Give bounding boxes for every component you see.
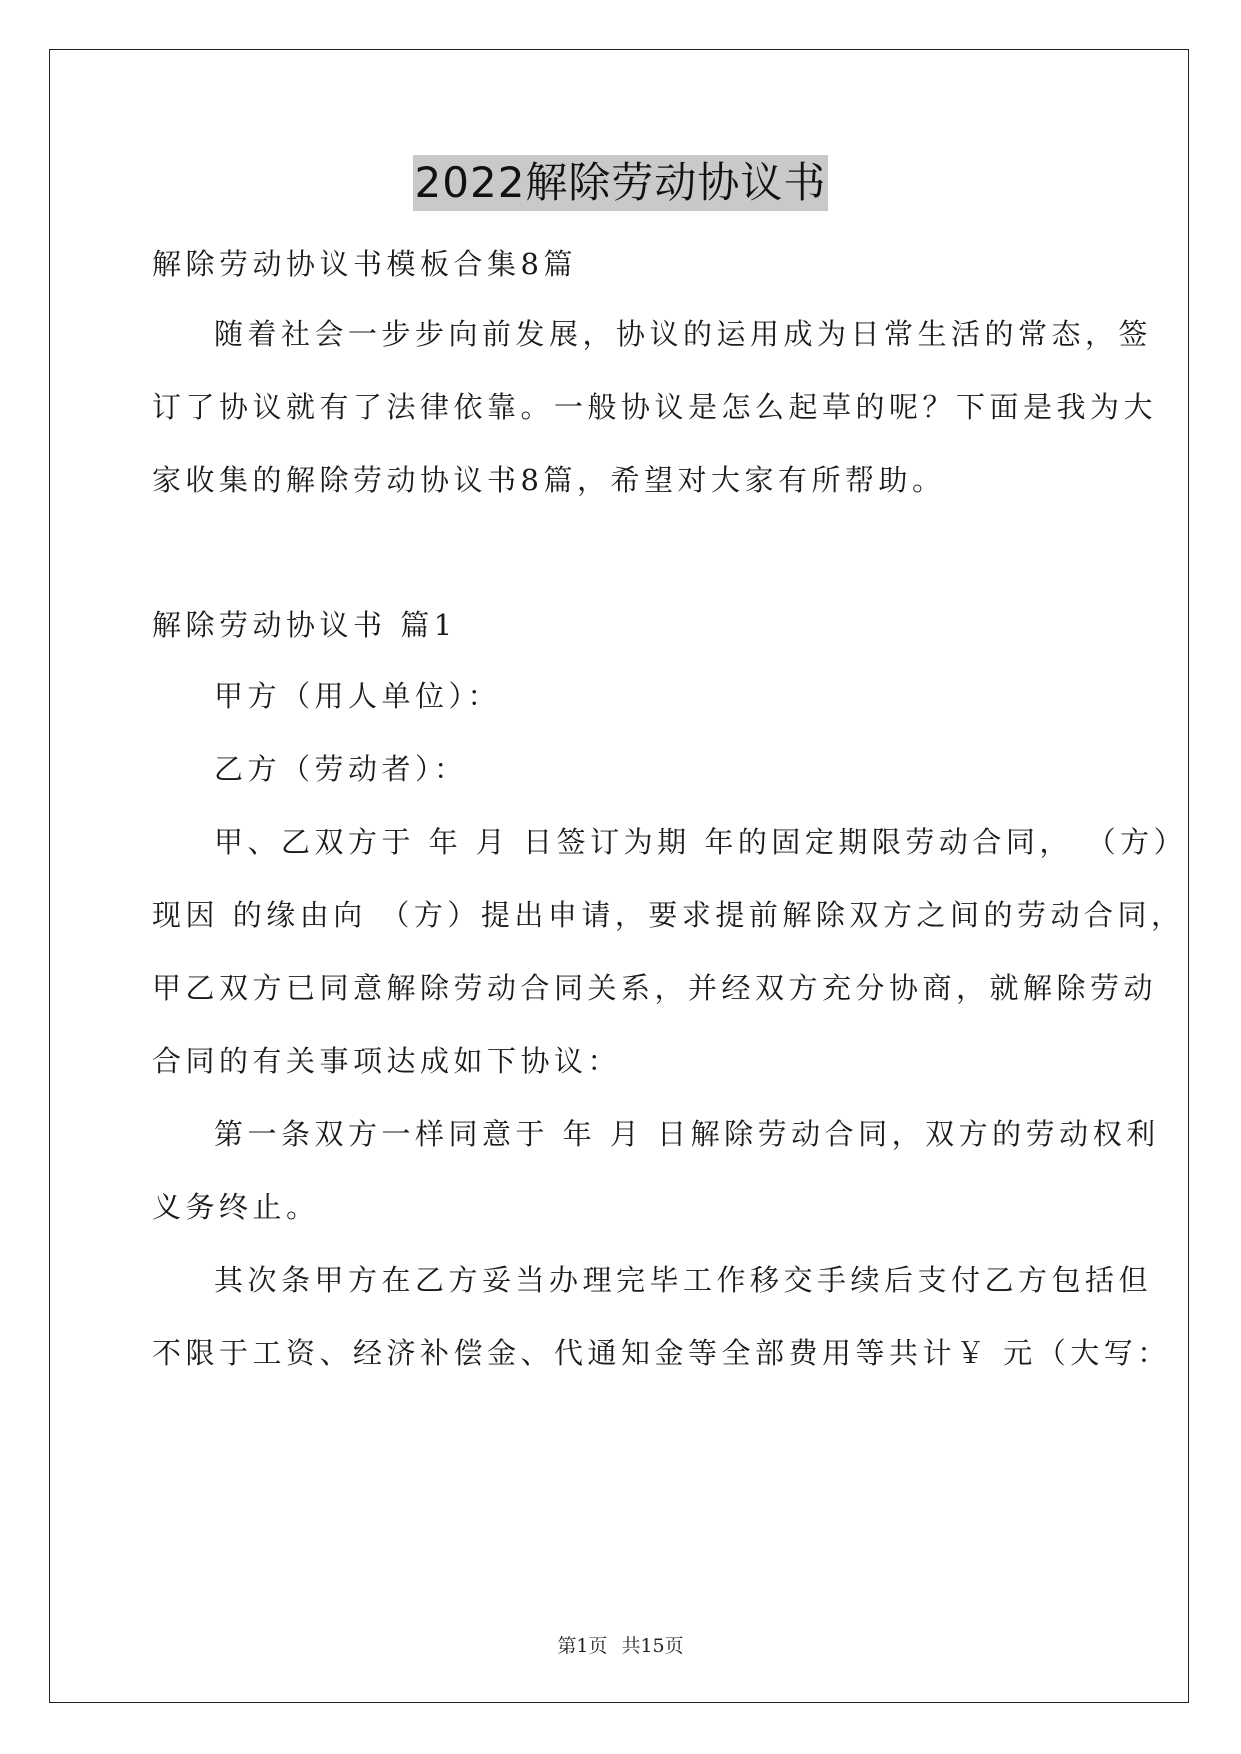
subtitle-line: 解除劳动协议书模板合集8篇 <box>152 247 577 281</box>
body-line-3: 甲乙双方已同意解除劳动合同关系，并经双方充分协商，就解除劳动 <box>152 971 1158 1005</box>
article-1-line-2: 义务终止。 <box>152 1190 320 1224</box>
intro-line-3: 家收集的解除劳动协议书8篇，希望对大家有所帮助。 <box>152 463 946 497</box>
article-1-line-1: 第一条双方一样同意于 年 月 日解除劳动合同，双方的劳动权利 <box>214 1117 1160 1151</box>
page-border <box>49 49 1189 1703</box>
page-number: 第1页 <box>557 1635 608 1657</box>
intro-line-1: 随着社会一步步向前发展，协议的运用成为日常生活的常态，签 <box>214 317 1153 351</box>
party-b-line: 乙方（劳动者）： <box>214 752 468 786</box>
body-line-2: 现因 的缘由向 （方）提出申请，要求提前解除双方之间的劳动合同， <box>152 898 1185 932</box>
page-footer <box>0 1633 1241 1659</box>
party-a-line: 甲方（用人单位）： <box>214 679 502 713</box>
article-2-line-1: 其次条甲方在乙方妥当办理完毕工作移交手续后支付乙方包括但 <box>214 1263 1153 1297</box>
intro-line-2: 订了协议就有了法律依靠。一般协议是怎么起草的呢？下面是我为大 <box>152 390 1158 424</box>
body-line-1: 甲、乙双方于 年 月 日签订为期 年的固定期限劳动合同， （方） <box>214 825 1188 859</box>
title-container <box>0 155 1241 211</box>
document-title: 2022解除劳动协议书 <box>413 155 829 211</box>
section-heading: 解除劳动协议书 篇1 <box>152 608 457 642</box>
article-2-line-2: 不限于工资、经济补偿金、代通知金等全部费用等共计￥ 元（大写： <box>152 1336 1171 1370</box>
body-line-4: 合同的有关事项达成如下协议： <box>152 1044 622 1078</box>
page-total: 共15页 <box>621 1635 684 1657</box>
